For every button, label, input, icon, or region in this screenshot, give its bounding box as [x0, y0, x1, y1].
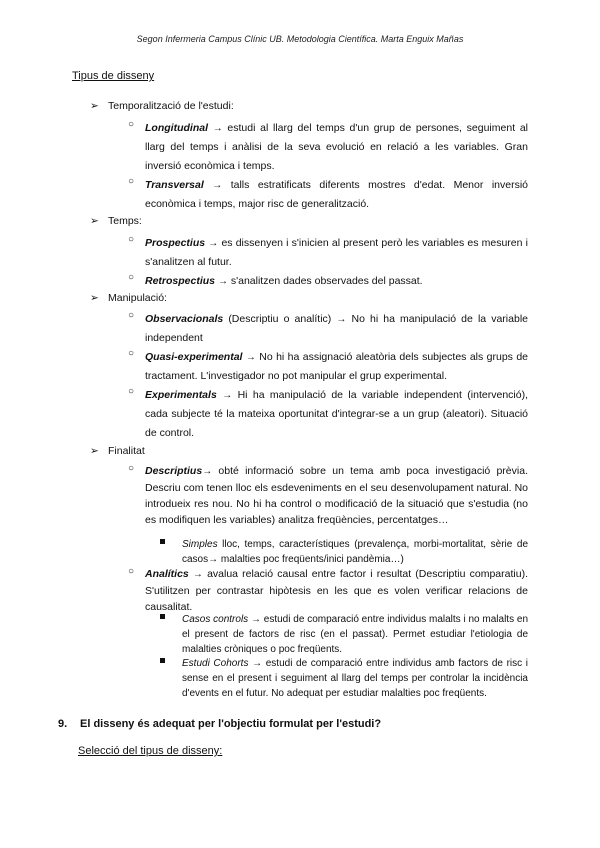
circle-bullet-icon: ○ — [128, 234, 135, 245]
term: Longitudinal — [145, 122, 208, 134]
right-arrow-icon: → — [212, 123, 223, 134]
term: Estudi Cohorts — [182, 658, 249, 669]
circle-bullet-icon: ○ — [128, 310, 135, 321]
right-arrow-icon: → — [336, 314, 347, 325]
circle-bullet-icon: ○ — [128, 386, 135, 397]
circle-bullet-icon: ○ — [128, 463, 135, 474]
term: Casos controls — [182, 614, 249, 625]
right-arrow-icon: → — [202, 466, 213, 477]
page-header: Segon Infermeria Campus Clínic UB. Metodologia Científica. Marta Enguix Mañas — [136, 34, 464, 44]
arrow-bullet-icon: ➢ — [90, 445, 99, 457]
circle-bullet-icon: ○ — [128, 272, 135, 283]
right-arrow-icon: → — [192, 569, 203, 580]
square-bullet-icon — [160, 539, 165, 544]
term: Analítics — [145, 568, 189, 580]
term: Quasi-experimental — [145, 351, 243, 363]
circle-bullet-icon: ○ — [128, 176, 135, 187]
right-arrow-icon: → — [250, 614, 261, 625]
term: Transversal — [145, 179, 204, 191]
term: Retrospectius — [145, 275, 216, 287]
arrow-bullet-icon: ➢ — [90, 292, 99, 304]
question-number: 9. — [58, 718, 68, 730]
term: Prospectius — [145, 237, 206, 249]
term: Observacionals — [145, 313, 224, 325]
group-label: Temporalització de l'estudi: — [108, 100, 234, 112]
right-arrow-icon: → — [208, 238, 219, 249]
question-text: El disseny és adequat per l'objectiu formulat per l'estudi? — [80, 718, 382, 730]
right-arrow-icon: → — [252, 658, 263, 669]
subheading: Selecció del tipus de disseny: — [78, 745, 223, 757]
right-arrow-icon: → — [245, 352, 256, 363]
group-label: Finalitat — [108, 445, 145, 457]
term: Descriptius — [145, 465, 203, 477]
arrow-bullet-icon: ➢ — [90, 215, 99, 227]
section-title: Tipus de disseny — [72, 70, 155, 82]
square-bullet-icon — [160, 658, 165, 663]
term: Simples — [182, 539, 218, 550]
circle-bullet-icon: ○ — [128, 348, 135, 359]
square-bullet-icon — [160, 614, 165, 619]
group-label: Manipulació: — [108, 292, 167, 304]
circle-bullet-icon: ○ — [128, 119, 135, 130]
right-arrow-icon: → — [222, 390, 233, 401]
circle-bullet-icon: ○ — [128, 566, 135, 577]
right-arrow-icon: → — [212, 180, 223, 191]
right-arrow-icon: → — [208, 554, 219, 565]
arrow-bullet-icon: ➢ — [90, 100, 99, 112]
right-arrow-icon: → — [217, 276, 228, 287]
term: Experimentals — [145, 389, 217, 401]
group-label: Temps: — [108, 215, 142, 227]
